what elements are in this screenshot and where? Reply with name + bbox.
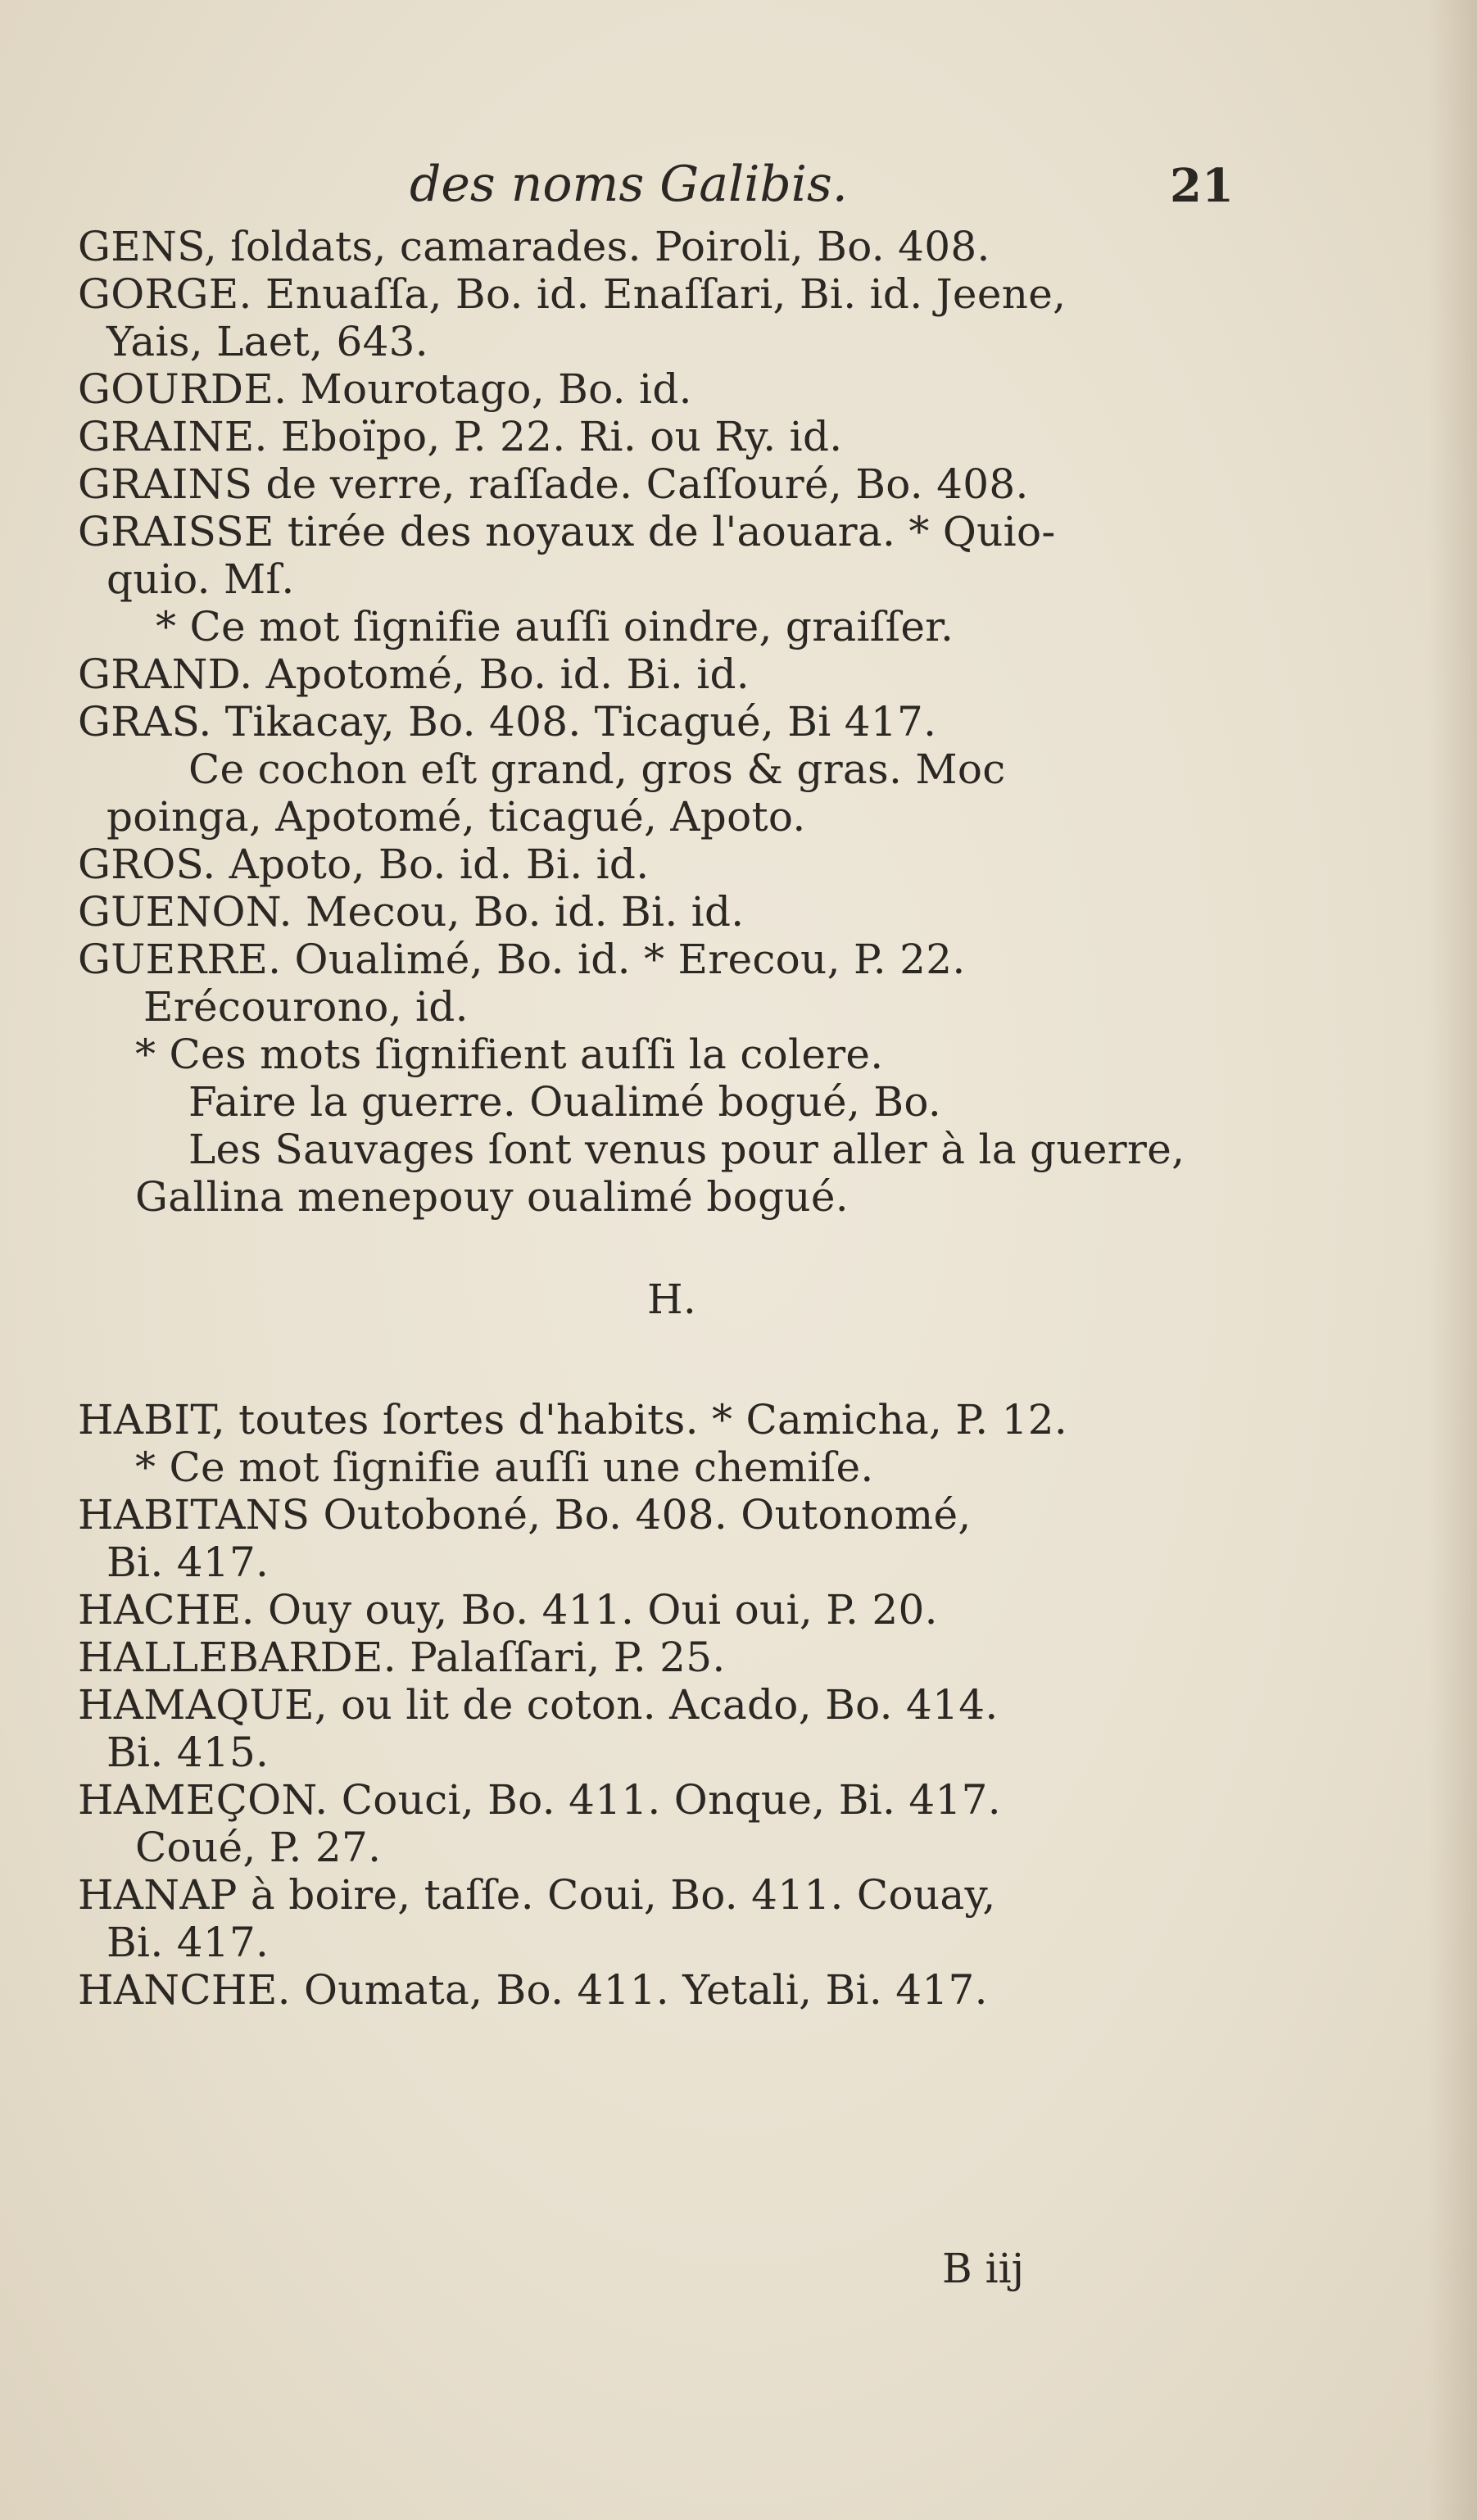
entry-line: GOURDE. Mourotago, Bo. id. xyxy=(78,365,692,413)
entry-line: GRAINE. Eboïpo, P. 22. Ri. ou Ry. id. xyxy=(78,413,843,460)
entry-line: GROS. Apoto, Bo. id. Bi. id. xyxy=(78,841,650,888)
entry-line: HACHE. Ouy ouy, Bo. 411. Oui oui, P. 20. xyxy=(78,1586,938,1634)
footnote-line: * Ces mots ſignifient auſſi la colere. xyxy=(135,1031,884,1078)
running-title: des noms Galibis. xyxy=(410,156,848,213)
entry-line: GENS, ſoldats, camarades. Poiroli, Bo. 408. xyxy=(78,223,990,270)
entry-line-continuation: Bi. 417. xyxy=(106,1539,270,1586)
entry-line-continuation: quio. Mſ. xyxy=(106,555,295,603)
entry-line: HALLEBARDE. Palaſſari, P. 25. xyxy=(78,1634,726,1681)
entry-line: GUENON. Mecou, Bo. id. Bi. id. xyxy=(78,888,745,936)
entry-line: HANAP à boire, taſſe. Coui, Bo. 411. Couay, xyxy=(78,1871,996,1919)
printer-signature: B iij xyxy=(942,2245,1025,2292)
entry-line: GUERRE. Oualimé, Bo. id. * Erecou, P. 22. xyxy=(78,936,966,983)
entry-line-continuation: poinga, Apotomé, ticagué, Apoto. xyxy=(106,793,806,841)
entry-line: GRAINS de verre, raſſade. Caſſouré, Bo. 408. xyxy=(78,460,1029,508)
entry-line-continuation: Bi. 415. xyxy=(106,1729,270,1776)
page-gutter-shadow xyxy=(1428,0,1477,2520)
example-line: Les Sauvages ſont venus pour aller à la guerre, xyxy=(188,1126,1185,1173)
entry-line-continuation: Erécourono, id. xyxy=(143,983,469,1031)
page-number: 21 xyxy=(1170,159,1234,213)
example-line: Ce cochon eſt grand, gros & gras. Moc xyxy=(188,746,1006,793)
footnote-line: * Ce mot ſignifie auſſi oindre, graiſſer. xyxy=(156,603,954,650)
entry-line: GRAISSE tirée des noyaux de l'aouara. * Quio- xyxy=(78,508,1056,555)
page-header xyxy=(0,156,1477,221)
entry-line: GRAND. Apotomé, Bo. id. Bi. id. xyxy=(78,650,750,698)
entry-line: HABITANS Outoboné, Bo. 408. Outonomé, xyxy=(78,1491,972,1539)
entry-line: HANCHE. Oumata, Bo. 411. Yetali, Bi. 417. xyxy=(78,1966,988,2014)
entry-line-continuation: Gallina menepouy oualimé bogué. xyxy=(135,1173,849,1221)
entry-line: HAMAQUE, ou lit de coton. Acado, Bo. 414. xyxy=(78,1681,999,1729)
example-line: Faire la guerre. Oualimé bogué, Bo. xyxy=(188,1078,942,1126)
entry-line: HABIT, toutes ſortes d'habits. * Camicha, P. 12. xyxy=(78,1396,1068,1444)
entry-line-continuation: Coué, P. 27. xyxy=(135,1824,382,1871)
entry-line: GRAS. Tikacay, Bo. 408. Ticagué, Bi 417. xyxy=(78,698,937,746)
section-heading-h: H. xyxy=(647,1276,697,1323)
entry-line-continuation: Bi. 417. xyxy=(106,1919,270,1966)
entry-line: GORGE. Enuaſſa, Bo. id. Enaſſari, Bi. id. Jeene, xyxy=(78,270,1067,318)
footnote-line: * Ce mot ſignifie auſſi une chemiſe. xyxy=(135,1444,874,1491)
entry-line: HAMEÇON. Couci, Bo. 411. Onque, Bi. 417. xyxy=(78,1776,1001,1824)
entry-line-continuation: Yais, Laet, 643. xyxy=(106,318,428,365)
